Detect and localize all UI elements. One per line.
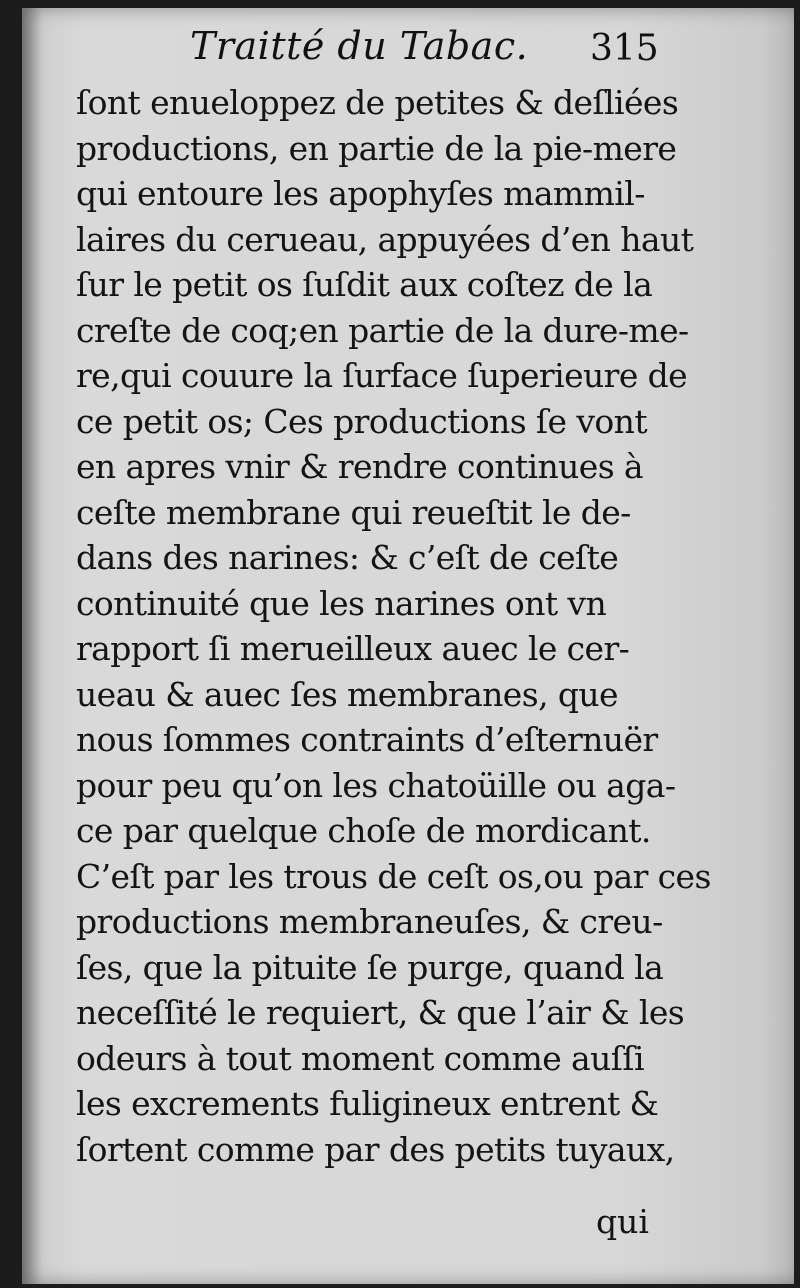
text-line: productions membraneuſes, & creu-: [76, 902, 663, 941]
body-text: [76, 80, 711, 1172]
text-line: qui entoure les apophyſes mammil-: [76, 174, 645, 213]
text-line: ſur le petit os ſuſdit aux coſtez de la: [76, 265, 653, 304]
text-line: ce petit os; Ces productions ſe vont: [76, 401, 647, 441]
text-line: creſte de coq;en partie de la dure-me-: [76, 310, 689, 350]
text-line: re,qui couure la ſurface ſuperieure de: [76, 356, 688, 395]
running-title: Traitté du Tabac.: [190, 24, 529, 68]
text-line: odeurs à tout moment comme auſſi: [76, 1038, 644, 1078]
text-line: les excrements fuligineux entrent &: [76, 1084, 659, 1123]
text-line: C’eſt par les trous de ceſt os,ou par ces: [76, 856, 711, 896]
text-line: ſont enueloppez de petites & deſliées: [76, 83, 679, 122]
catchword: qui: [596, 1202, 649, 1241]
text-line: nous ſommes contraints d’eſternuër: [76, 720, 658, 759]
page-number: 315: [590, 28, 659, 69]
text-line: en apres vnir & rendre continues à: [76, 447, 644, 486]
text-line: ſortent comme par des petits tuyaux,: [76, 1129, 675, 1169]
text-line: neceſſité le requiert, & que l’air & les: [76, 993, 685, 1032]
text-line: laires du cerueau, appuyées d’en haut: [76, 219, 694, 259]
text-line: ueau & auec ſes membranes, que: [76, 674, 618, 714]
text-line: pour peu qu’on les chatoüille ou aga-: [76, 765, 676, 805]
text-line: ſes, que la pituite ſe purge, quand la: [76, 947, 664, 987]
show-through-bleed: [90, 1210, 410, 1250]
text-line: ceſte membrane qui reueſtit le de-: [76, 492, 631, 532]
text-line: rapport ſi merueilleux auec le cer-: [76, 629, 630, 668]
text-line: productions, en partie de la pie-mere: [76, 128, 677, 168]
text-line: continuité que les narines ont vn: [76, 583, 607, 623]
text-line: dans des narines: & c’eſt de ceſte: [76, 538, 619, 577]
text-line: ce par quelque choſe de mordicant.: [76, 811, 651, 850]
